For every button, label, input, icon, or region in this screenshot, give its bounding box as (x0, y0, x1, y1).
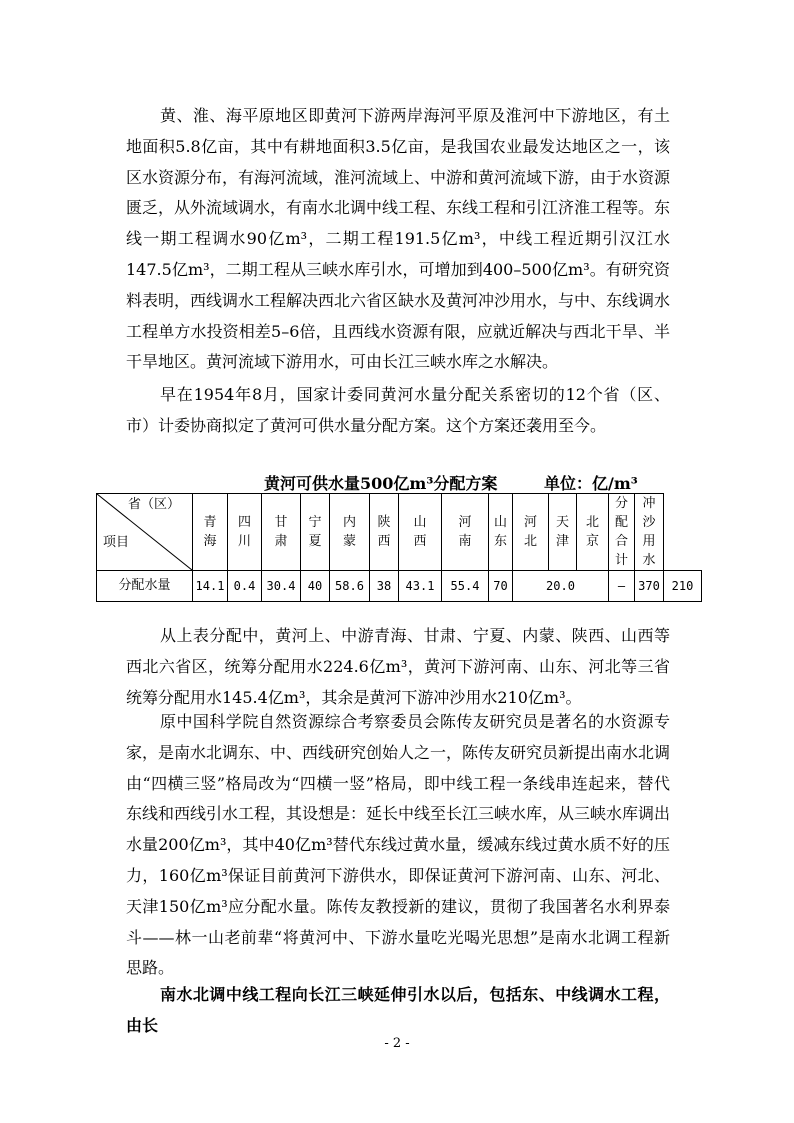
cell-beijing: – (609, 571, 635, 602)
col-header-total: 分配合计 (609, 494, 635, 571)
col-header-sand-flushing: 冲沙用水 (635, 494, 664, 571)
col-header-sichuan: 四川 (228, 494, 262, 571)
cell-shanxi: 43.1 (399, 571, 442, 602)
paragraph-1954-plan: 早在1954年8月，国家计委同黄河水量分配关系密切的12个省（区、市）计委协商拟定了黄河可供水量分配方案。这个方案还袭用至今。 (126, 385, 670, 435)
paragraph-allocation-summary: 从上表分配中，黄河上、中游青海、甘肃、宁夏、内蒙、陕西、山西等西北六省区，统筹分配用水224.6亿m³，黄河下游河南、山东、河北等三省统筹分配用水145.4亿m³，其余是黄河下游冲沙用水210亿m³。 (126, 626, 670, 707)
col-header-beijing: 北京 (577, 494, 609, 571)
table-unit: 单位：亿/m³ (544, 474, 638, 493)
page-number: - 2 - (384, 1036, 410, 1051)
col-header-henan: 河南 (442, 494, 489, 571)
corner-label-province: 省（区） (127, 497, 180, 512)
cell-shaanxi: 38 (370, 571, 399, 602)
cell-sand-flushing: 210 (664, 571, 702, 602)
cell-henan: 55.4 (442, 571, 489, 602)
col-header-gansu: 甘肃 (262, 494, 301, 571)
water-allocation-table (96, 493, 702, 602)
table-header-row (97, 494, 702, 571)
col-header-tianjin: 天津 (549, 494, 577, 571)
table-corner-cell (97, 494, 193, 571)
paragraph-huang-huai-hai: 黄、淮、海平原地区即黄河下游两岸海河平原及淮河中下游地区，有土地面积5.8亿亩，其中有耕地面积3.5亿亩，是我国农业最发达地区之一，该区水资源分布，有海河流域，淮河流域上、中游和黄河流域下游，由于水资源匮乏，从外流域调水，有南水北调中线工程、东线工程和引江济淮工程等。东线一期工程调水90亿m³，二期工程191.5亿m³，中线工程近期引汉江水147.5亿m³，二期工程从三峡水库引水，可增加到400–500亿m³。有研究资料表明，西线调水工程解决西北六省区缺水及黄河冲沙用水，与中、东线调水工程单方水投资相差5–6倍，且西线水资源有限，应就近解决与西北干旱、半干旱地区。黄河流域下游用水，可由长江三峡水库之水解决。 (126, 106, 671, 372)
cell-gansu: 30.4 (262, 571, 301, 602)
cell-sichuan: 0.4 (228, 571, 262, 602)
col-header-neimeng: 内蒙 (330, 494, 370, 571)
paragraph-chen-chuanyou-proposal: 原中国科学院自然资源综合考察委员会陈传友研究员是著名的水资源专家，是南水北调东、中、西线研究创始人之一，陈传友研究员新提出南水北调由“四横三竖”格局改为“四横一竖”格局，即中线工程一条线串连起来，替代东线和西线引水工程，其设想是：延长中线至长江三峡水库，从三峡水库调出水量200亿m³，其中40亿m³替代东线过黄水量，缓减东线过黄水质不好的压力，160亿m³保证目前黄河下游供水，即保证黄河下游河南、山东、河北、天津150亿m³应分配水量。陈传友教授新的建议，贯彻了我国著名水利界泰斗——林一山老前辈“将黄河中、下游水量吃光喝光思想”是南水北调工程新思路。 (126, 712, 671, 978)
cell-ningxia: 40 (301, 571, 330, 602)
col-header-hebei: 河北 (513, 494, 549, 571)
paragraph-middle-route-extension: 南水北调中线工程向长江三峡延伸引水以后，包括东、中线调水工程，由长 (126, 985, 670, 1035)
row-label: 分配水量 (97, 571, 193, 602)
cell-qinghai: 14.1 (193, 571, 228, 602)
col-header-shaanxi: 陕西 (370, 494, 399, 571)
col-header-shandong: 山东 (489, 494, 513, 571)
corner-label-item: 项目 (103, 535, 130, 550)
col-header-qinghai: 青海 (193, 494, 228, 571)
table-title: 黄河可供水量500亿m³分配方案 (264, 474, 498, 493)
table-caption (96, 471, 702, 493)
cell-shandong: 70 (489, 571, 513, 602)
cell-hebei-tianjin: 20.0 (513, 571, 609, 602)
col-header-shanxi: 山西 (399, 494, 442, 571)
cell-total: 370 (635, 571, 664, 602)
cell-neimeng: 58.6 (330, 571, 370, 602)
table-row-allocation (97, 571, 702, 602)
col-header-ningxia: 宁夏 (301, 494, 330, 571)
